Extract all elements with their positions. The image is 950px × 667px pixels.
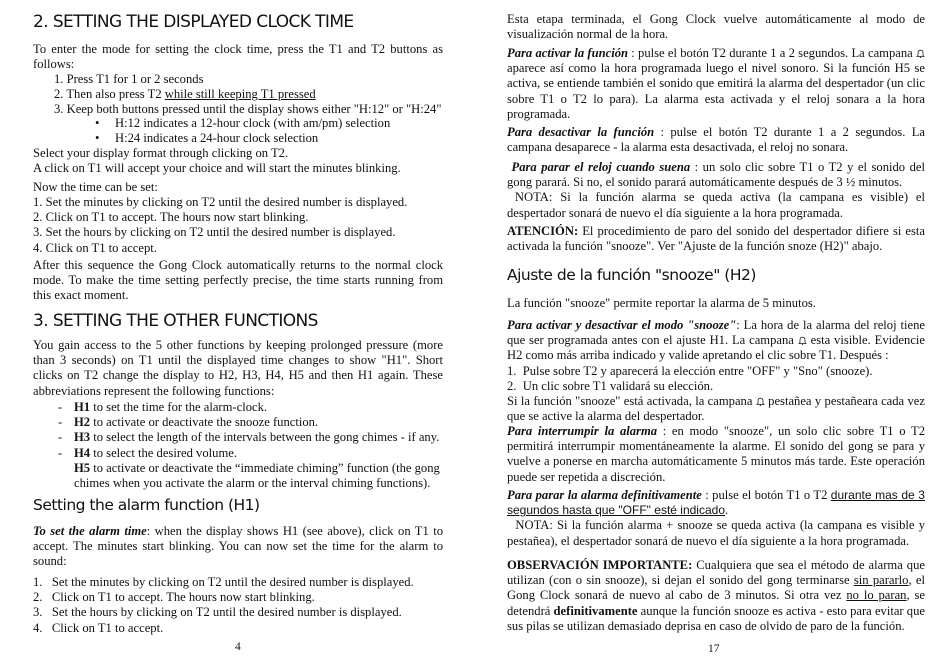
clock-mode-steps: [54, 72, 454, 118]
function-list: [58, 400, 453, 491]
alarm-heading: Setting the alarm function (H1): [33, 496, 260, 514]
paragraph-modo-snooze: Para activar y desactivar el modo "snooze": La hora de la alarma del reloj tiene que ser programada antes con el ajuste H1. La campana esta visible. Evidencie H2 como más arriba indicado y valide apretando el clic sobre T1. Después : 1. Pulse sobre T2 y aparecerá la elección entre "OFF" y "Sno" (snooze). 2. Un clic sobre T1 validará su elección. Si la función "snooze" está activada, la campana pestañea y pestañeara cada vez que se active la alarma del despertador.: [507, 318, 926, 424]
step-item: 2. Then also press T2 while still keeping T1 pressed: [54, 87, 316, 102]
bullet-item: • H:24 indicates a 24-hour clock selection: [95, 131, 319, 146]
format-bullets: [95, 116, 455, 146]
step-item: 1. Press T1 for 1 or 2 seconds: [54, 72, 204, 86]
paragraph-desactivar: Para desactivar la función : pulse el botón T2 durante 1 a 2 segundos. La campana desaparece - la alarma esta desactivada, el reloj no sonara.: [507, 125, 925, 155]
function-item: - H4 to select the desired volume.: [58, 445, 237, 460]
time-set-steps: [33, 195, 453, 256]
page-number: 17: [708, 643, 720, 655]
snooze-heading: Ajuste de la función "snooze" (H2): [507, 266, 756, 284]
step-item: 3. Set the hours by clicking on T2 until the desired number is displayed.: [33, 225, 396, 240]
step-item: 1. Pulse sobre T2 y aparecerá la elección entre "OFF" y "Sno" (snooze).: [507, 363, 873, 378]
paragraph-activar: Para activar la función : pulse el botón T2 durante 1 a 2 segundos. La campana aparece así como la hora programada luego el nivel sonoro. Si la función H5 se activa, se entiende también el sonido que emitirá la alarma del despertador (un clic sobre T1 o T2 lo para). La alarma esta activada y el reloj sonara a la hora programada.: [507, 46, 925, 121]
select-format-line: Select your display format through clicking on T2. A click on T1 will accept your choice and will start the minutes blinking.: [33, 146, 401, 176]
section-3-heading: [33, 311, 318, 331]
step-item: 3. Set the hours by clicking on T2 until the desired number is displayed.: [33, 605, 402, 620]
right-page: [475, 0, 950, 667]
section-number: 3.: [33, 311, 49, 331]
step-item: 1. Set the minutes by clicking on T2 until the desired number is displayed.: [33, 195, 408, 209]
section-title: SETTING THE DISPLAYED CLOCK TIME: [52, 12, 354, 32]
paragraph-definitiva: Para parar la alarma definitivamente : pulse el botón T1 o T2 durante mas de 3 segundos hasta que "OFF" esté indicado. NOTA: Si la función alarma + snooze se queda activa (la campana es visible y pestañea), el despertador sonará de nuevo el día siguiente a la hora programada.: [507, 488, 929, 548]
step-item: 3. Keep both buttons pressed until the display shows either "H:12" or "H:24": [54, 102, 442, 117]
paragraph-parar: Para parar el reloj cuando suena : un solo clic sobre T1 o T2 y el sonido del gong parará. Si no, el sonido parará automáticamente después de 3 ½ minutos. NOTA: Si la función alarma se queda activa (la campana es visible) el despertador sonará de nuevo el día siguiente a la hora programada.: [507, 160, 926, 220]
bullet-item: • H:12 indicates a 12-hour clock (with am/pm) selection: [95, 116, 391, 130]
bell-icon: [916, 49, 925, 58]
paragraph-interrumpir: Para interrumpir la alarma : en modo "snooze", un solo clic sobre T1 o T2 permitirá interrumpir momentáneamente la alarme. El sonido del gong se para y vuelve a ponerse en marcha automáticamente 5 minutos más tarde. Este operación puede ser repetida a discreción.: [507, 424, 925, 484]
step-item: 4. Click on T1 to accept.: [33, 620, 164, 635]
snooze-intro: La función "snooze" permite reportar la alarma de 5 minutos.: [507, 296, 816, 310]
section-title: SETTING THE OTHER FUNCTIONS: [52, 311, 318, 331]
section-3-intro: You gain access to the 5 other functions by keeping prolonged pressure (more than 3 seconds) on T1 until the displayed time changes to show "H1". Short clicks on T2 change the display to H2, H3, H4, H5 and then H1 again. These abbreviations represent the following functions:: [33, 338, 443, 398]
alarm-intro: To set the alarm time: when the display shows H1 (see above), click on T1 to accept. The minutes start blinking. You can now set the time for the alarm to sound:: [33, 524, 443, 569]
step-item: 4. Click on T1 to accept.: [33, 240, 157, 255]
section-number: 2.: [33, 12, 49, 32]
function-item: - H2 to activate or deactivate the snooze function.: [58, 415, 319, 430]
step-item: 2. Un clic sobre T1 validará su elección.: [507, 378, 714, 393]
step-item: 1. Set the minutes by clicking on T2 until the desired number is displayed.: [33, 575, 414, 589]
function-item: - H1 to set the time for the alarm-clock.: [58, 400, 268, 414]
left-page: [0, 0, 470, 667]
page-number: 4: [235, 641, 241, 653]
paragraph-observacion: OBSERVACIÓN IMPORTANTE: Cualquiera que sea el método de alarma que utilizan (con o sin snooze), si dejan el sonido del gong terminarse sin pararlo, el Gong Clock sonará de nuevo al cabo de 3 minutos. Si otra vez no lo paran, se detendrá definitivamente aunque la función snooze es activa - esto para evitar que sus pilas se utilizan demasiado deprisa en caso de olvido de paro de la función.: [507, 558, 926, 633]
now-time-line: Now the time can be set:: [33, 180, 158, 194]
section-2-after: After this sequence the Gong Clock automatically returns to the normal clock mode. To make the time setting perfectly precise, the time starts running from this exact moment.: [33, 258, 443, 303]
alarm-steps: [33, 575, 453, 636]
bell-icon: [798, 336, 807, 345]
function-item: H5 to activate or deactivate the “immediate chiming” function (the gong chimes when you activate the alarm or the interval chiming functions).: [74, 460, 440, 491]
function-item: - H3 to select the length of the intervals between the gong chimes - if any.: [58, 430, 440, 445]
paragraph-atencion: ATENCIÓN: El procedimiento de paro del sonido del despertador difiere si esta activada la función "snooze". Ver "Ajuste de la función snoze (H2)" abajo.: [507, 224, 925, 254]
paragraph-return: Esta etapa terminada, el Gong Clock vuelve automáticamente al modo de visualización normal de la hora.: [507, 12, 925, 42]
section-2-heading: [33, 12, 354, 32]
step-item: 2. Click on T1 to accept. The hours now start blinking.: [33, 590, 315, 605]
bell-icon: [756, 397, 765, 406]
step-item: 2. Click on T1 to accept. The hours now start blinking.: [33, 210, 309, 225]
section-2-intro: To enter the mode for setting the clock time, press the T1 and T2 buttons as follows:: [33, 42, 443, 72]
